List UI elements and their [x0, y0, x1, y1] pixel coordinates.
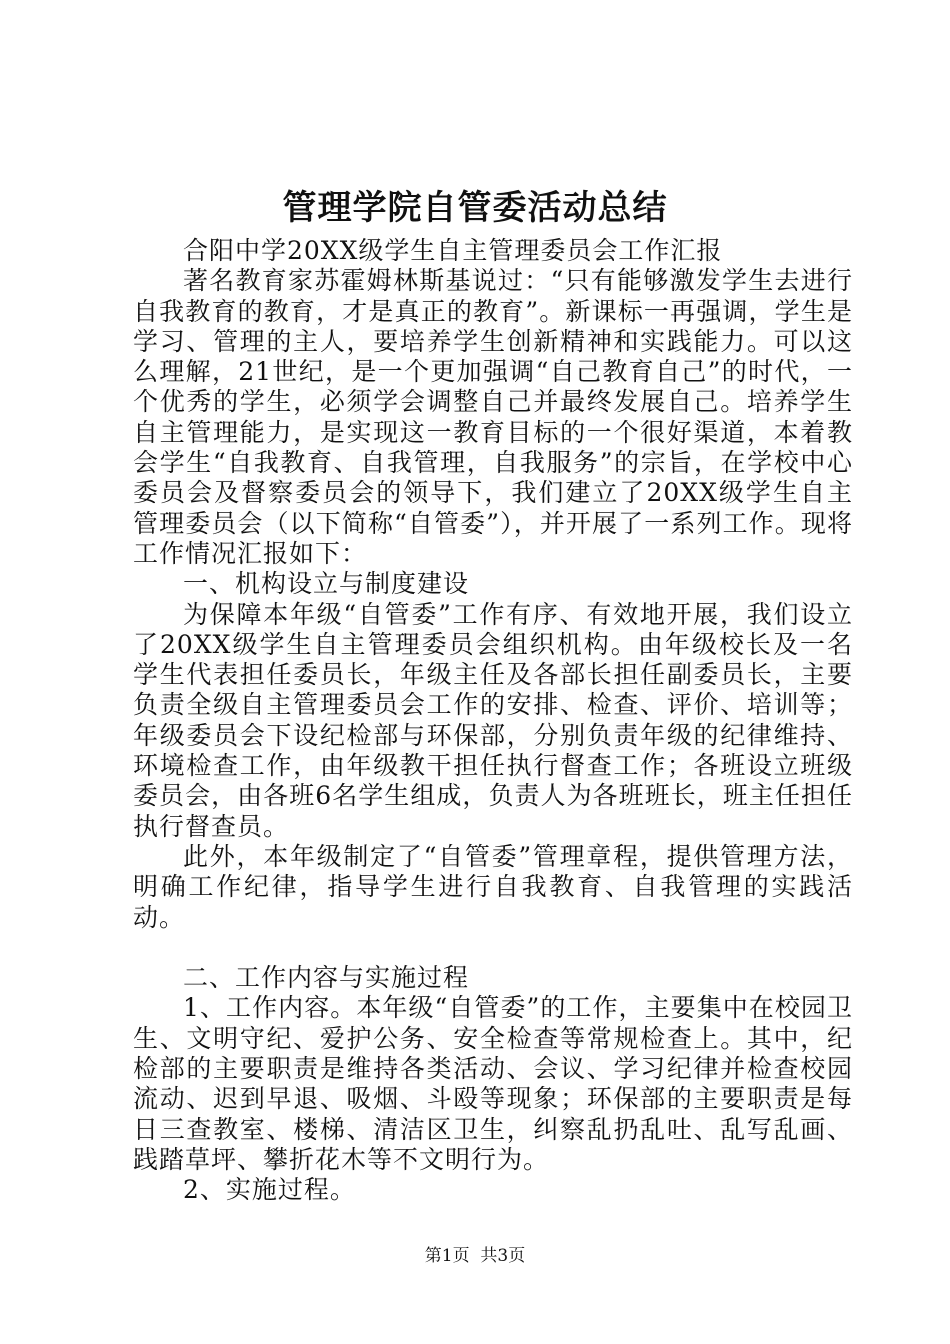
- page-number: 第1页: [424, 1246, 470, 1266]
- paragraph-work-content: 1、工作内容。本年级“自管委”的工作，主要集中在校园卫生、文明守纪、爱护公务、安全检查等常规检查上。其中，纪检部的主要职责是维持各类活动、会议、学习纪律并检查校园流动、迟到早退、吸烟、斗殴等现象；环保部的主要职责是每日三查教室、楼梯、清洁区卫生，纠察乱扔乱吐、乱写乱画、践踏草坪、攀折花木等不文明行为。: [133, 993, 853, 1174]
- page-total: 共3页: [480, 1246, 526, 1266]
- paragraph-regulations: 此外，本年级制定了“自管委”管理章程，提供管理方法，明确工作纪律，指导学生进行自我教育、自我管理的实践活动。: [133, 841, 853, 932]
- paragraph-report-heading: 合阳中学20XX级学生自主管理委员会工作汇报: [183, 236, 723, 265]
- blank-line: [133, 933, 853, 963]
- paragraph-implementation: 2、实施过程。: [183, 1175, 356, 1205]
- page-footer: [0, 1244, 950, 1268]
- paragraph-introduction: 著名教育家苏霍姆林斯基说过：“只有能够激发学生去进行自我教育的教育，才是真正的教育”。新课标一再强调，学生是学习、管理的主人，要培养学生创新精神和实践能力。可以这么理解，21世纪，是一个更加强调“自己教育自己”的时代，一个优秀的学生，必须学会调整自己并最终发展自己。培养学生自主管理能力，是实现这一教育目标的一个很好渠道，本着教会学生“自我教育、自我管理，自我服务”的宗旨，在学校中心委员会及督察委员会的领导下，我们建立了20XX级学生自主管理委员会（以下简称“自管委”），并开展了一系列工作。现将工作情况汇报如下：: [133, 266, 853, 568]
- paragraph-organization: 为保障本年级“自管委”工作有序、有效地开展，我们设立了20XX级学生自主管理委员会组织机构。由年级校长及一名学生代表担任委员长，年级主任及各部长担任副委员长，主要负责全级自主管理委员会工作的安排、检查、评价、培训等；年级委员会下设纪检部与环保部，分别负责年级的纪律维持、环境检查工作，由年级教干担任执行督查工作；各班设立班级委员会，由各班6名学生组成，负责人为各班班长，班主任担任执行督查员。: [133, 599, 853, 841]
- section-heading-work-content: 二、工作内容与实施过程: [183, 963, 470, 993]
- document-body: [133, 236, 853, 1206]
- document-title: 管理学院自管委活动总结: [282, 188, 668, 228]
- section-heading-organization: 一、机构设立与制度建设: [183, 569, 470, 599]
